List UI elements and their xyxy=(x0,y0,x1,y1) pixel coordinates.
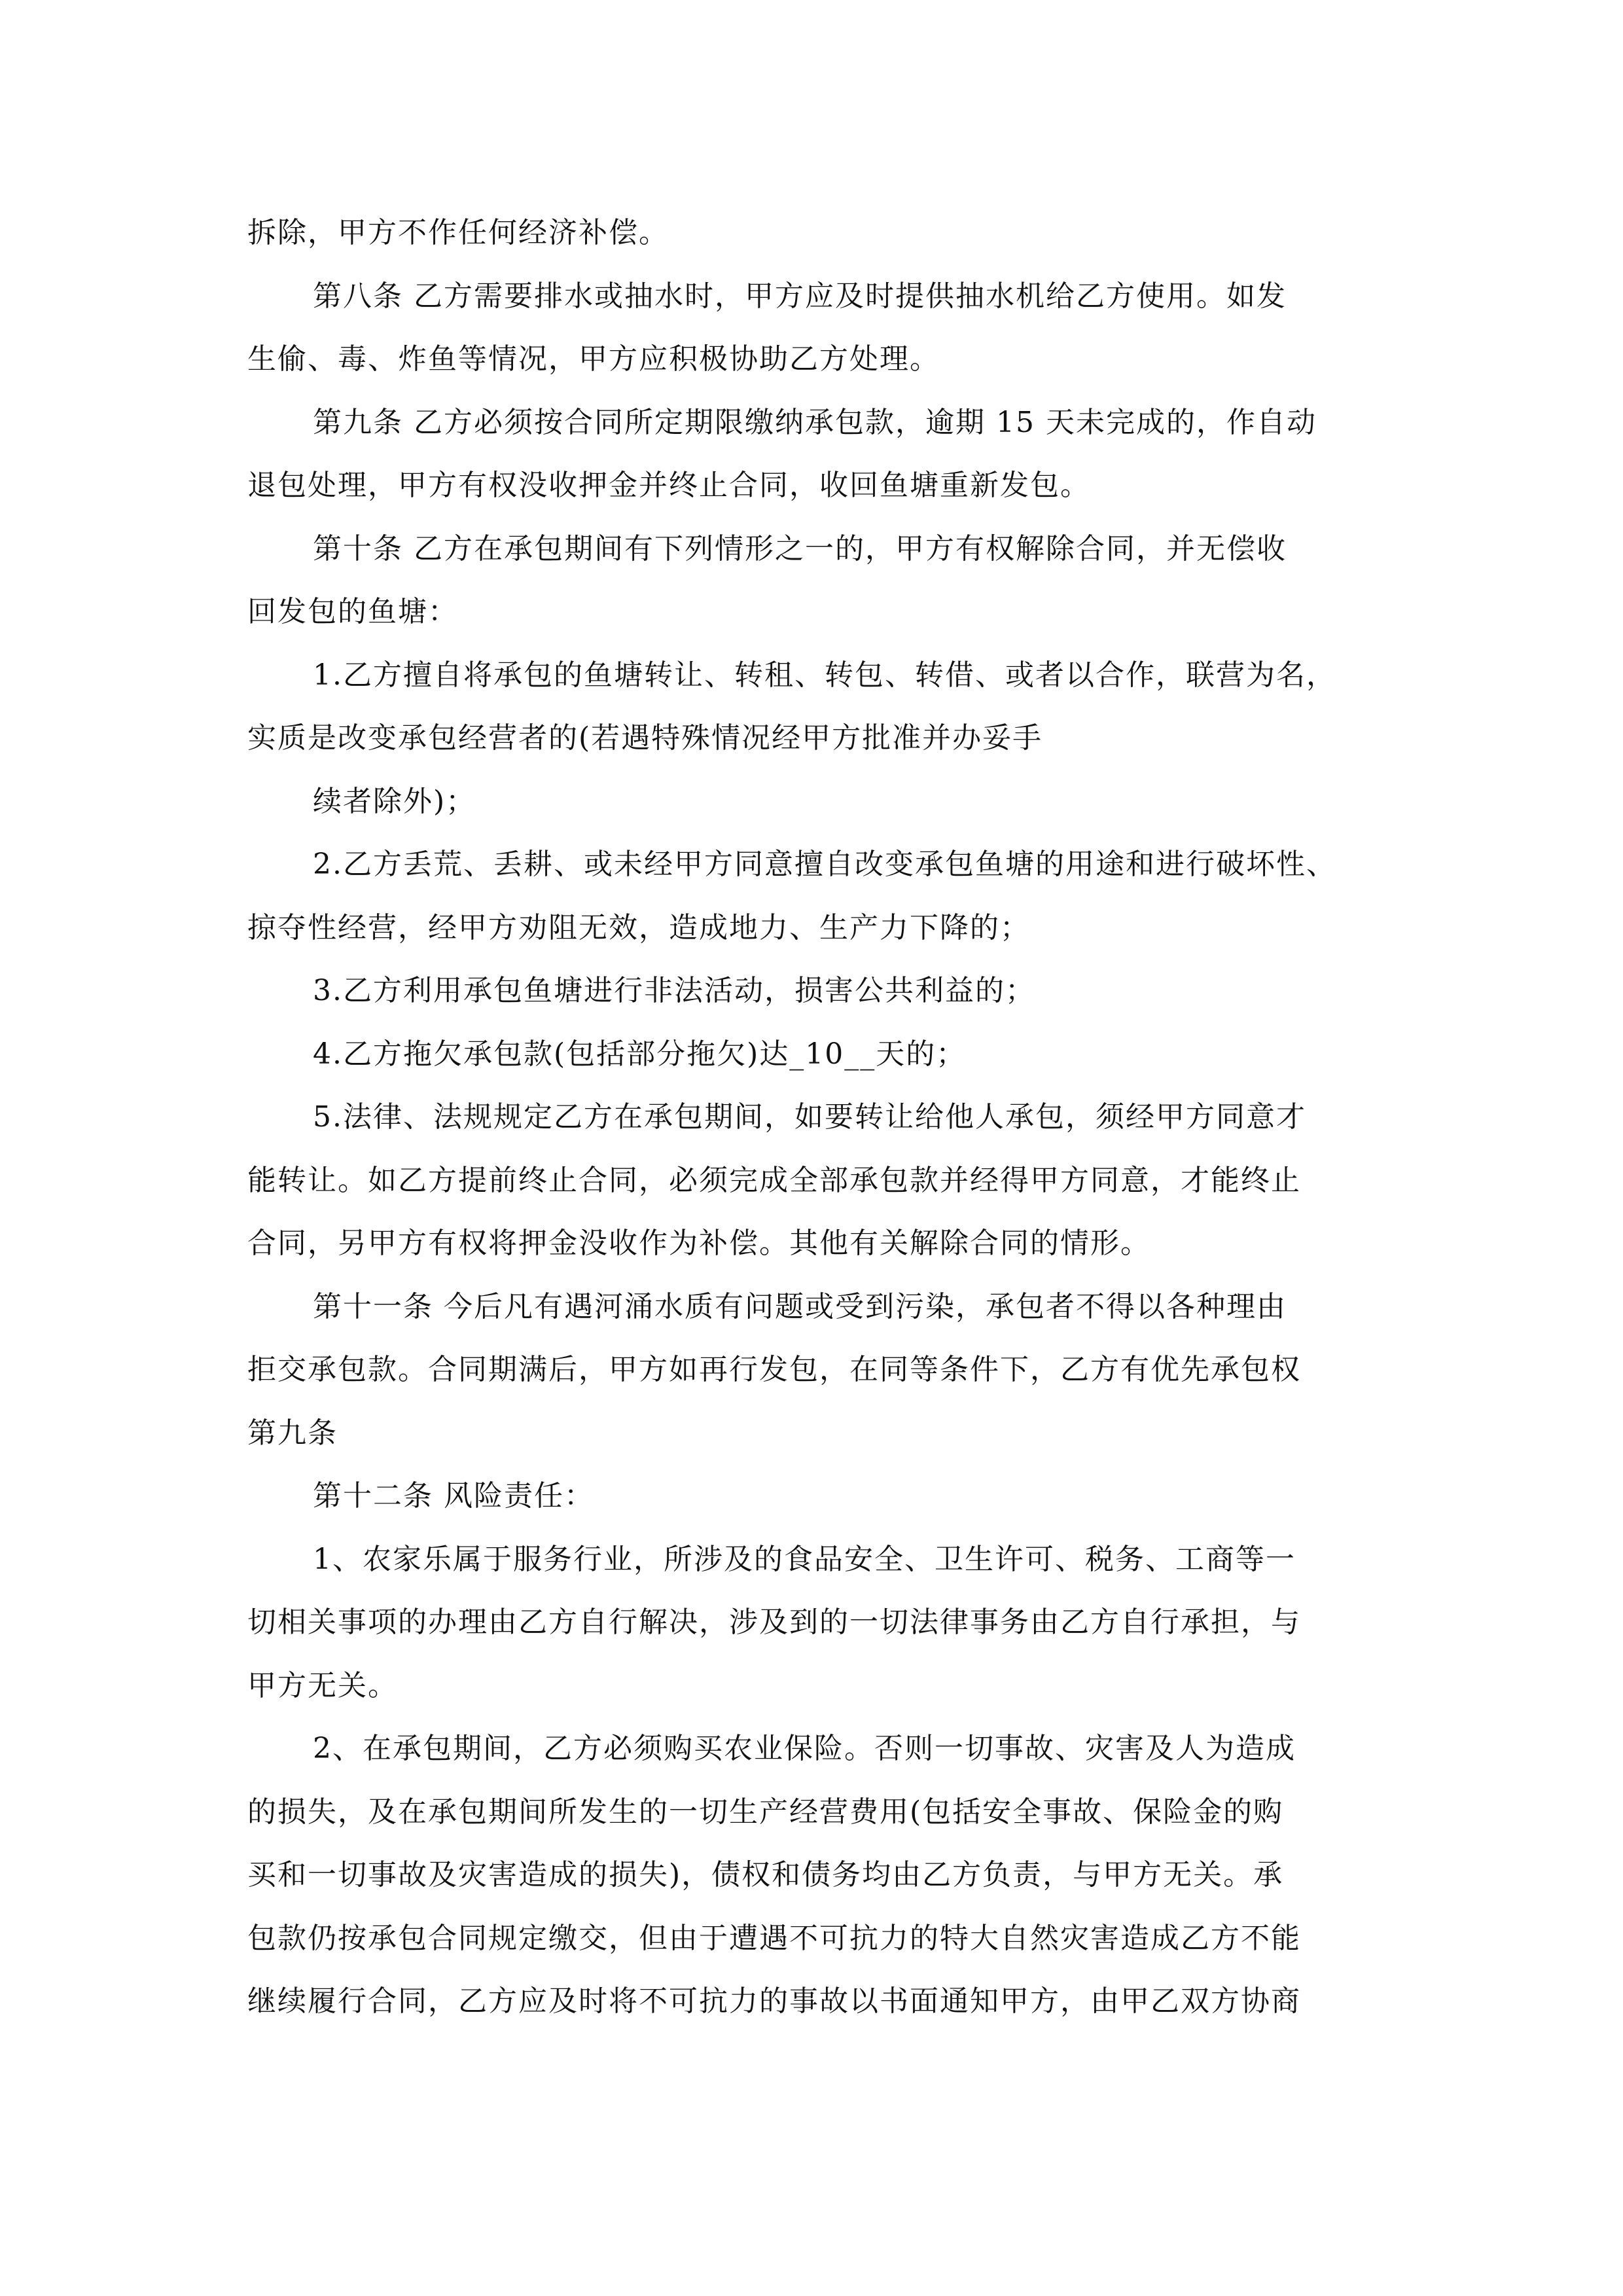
text-line: 回发包的鱼塘： xyxy=(247,595,458,628)
text-line: 2、在承包期间，乙方必须购买农业保险。否则一切事故、灾害及人为造成 xyxy=(313,1732,1296,1765)
text-line: 第九条 xyxy=(247,1416,338,1450)
text-line: 生偷、毒、炸鱼等情况，甲方应积极协助乙方处理。 xyxy=(247,342,940,376)
text-line: 第十二条 风险责任： xyxy=(313,1479,594,1513)
text-line: 掠夺性经营，经甲方劝阻无效，造成地力、生产力下降的； xyxy=(247,910,1030,944)
text-line: 5.法律、法规规定乙方在承包期间，如要转让给他人承包，须经甲方同意才 xyxy=(313,1100,1306,1134)
text-line: 3.乙方利用承包鱼塘进行非法活动，损害公共利益的； xyxy=(313,974,1035,1007)
text-line: 包款仍按承包合同规定缴交，但由于遭遇不可抗力的特大自然灾害造成乙方不能 xyxy=(247,1921,1301,1955)
text-line: 第九条 乙方必须按合同所定期限缴纳承包款，逾期 15 天未完成的，作自动 xyxy=(313,405,1317,439)
text-line: 退包处理，甲方有权没收押金并终止合同，收回鱼塘重新发包。 xyxy=(247,469,1090,502)
text-line: 1.乙方擅自将承包的鱼塘转让、转租、转包、转借、或者以合作，联营为名， xyxy=(313,658,1336,692)
text-line: 第十条 乙方在承包期间有下列情形之一的，甲方有权解除合同，并无偿收 xyxy=(313,531,1287,565)
text-line: 继续履行合同，乙方应及时将不可抗力的事故以书面通知甲方，由甲乙双方协商 xyxy=(247,1984,1301,2018)
text-line: 第十一条 今后凡有遇河涌水质有问题或受到污染，承包者不得以各种理由 xyxy=(313,1289,1287,1323)
text-line: 的损失，及在承包期间所发生的一切生产经营费用(包括安全事故、保险金的购 xyxy=(247,1795,1284,1829)
text-line: 4.乙方拖欠承包款(包括部分拖欠)达_10__天的； xyxy=(313,1037,967,1071)
text-line: 拒交承包款。合同期满后，甲方如再行发包，在同等条件下，乙方有优先承包权 xyxy=(247,1353,1301,1386)
document-body xyxy=(247,202,1386,2034)
text-line: 拆除，甲方不作任何经济补偿。 xyxy=(247,216,669,249)
text-line: 第八条 乙方需要排水或抽水时，甲方应及时提供抽水机给乙方使用。如发 xyxy=(313,279,1287,313)
text-line: 切相关事项的办理由乙方自行解决，涉及到的一切法律事务由乙方自行承担，与 xyxy=(247,1605,1301,1639)
text-line: 买和一切事故及灾害造成的损失)，债权和债务均由乙方负责，与甲方无关。承 xyxy=(247,1858,1284,1892)
text-line: 合同，另甲方有权将押金没收作为补偿。其他有关解除合同的情形。 xyxy=(247,1227,1150,1260)
text-line: 能转让。如乙方提前终止合同，必须完成全部承包款并经得甲方同意，才能终止 xyxy=(247,1163,1301,1197)
text-line: 2.乙方丢荒、丢耕、或未经甲方同意擅自改变承包鱼塘的用途和进行破坏性、 xyxy=(313,848,1336,881)
text-line: 1、农家乐属于服务行业，所涉及的食品安全、卫生许可、税务、工商等一 xyxy=(313,1542,1296,1576)
text-line: 续者除外)； xyxy=(313,784,476,818)
text-line: 实质是改变承包经营者的(若遇特殊情况经甲方批准并办妥手 xyxy=(247,721,1043,755)
text-line: 甲方无关。 xyxy=(247,1668,398,1702)
